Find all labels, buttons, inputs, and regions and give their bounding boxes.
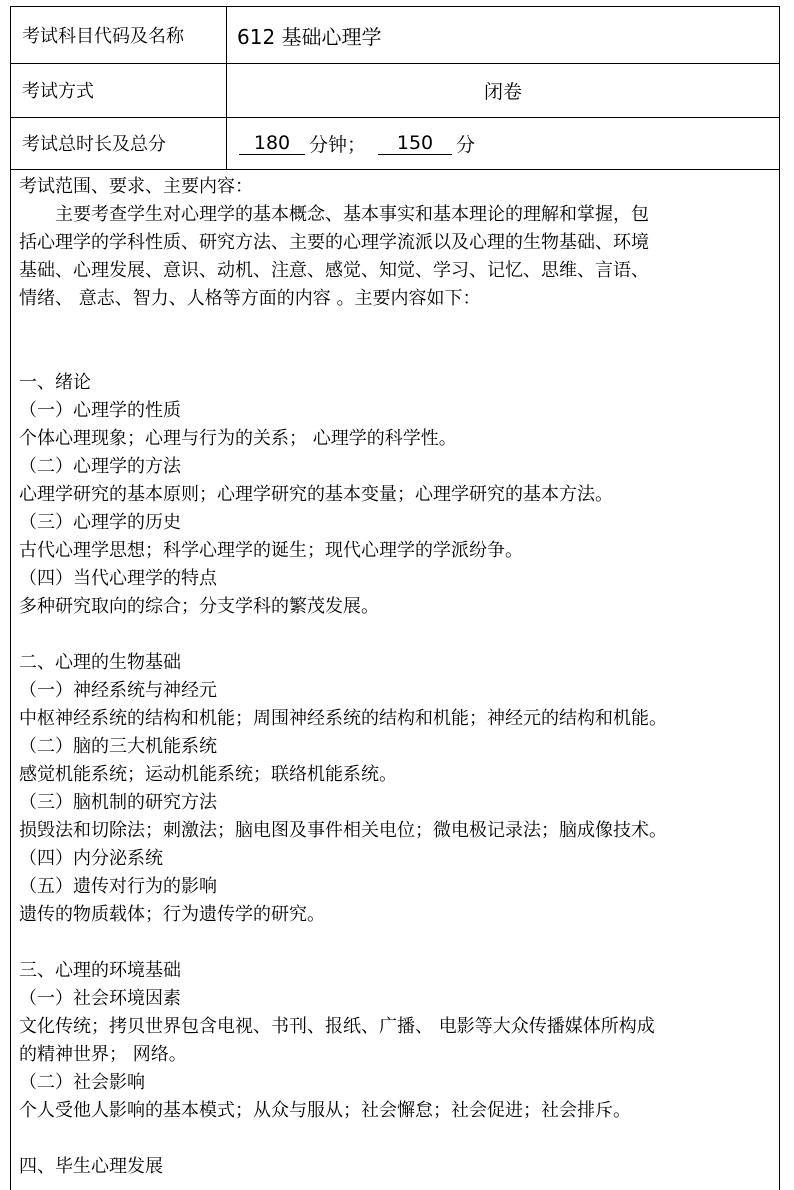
subsection-text: 个人受他人影响的基本模式；从众与服从；社会懈怠；社会促进；社会排斥。 xyxy=(19,1100,631,1121)
exam-info-table xyxy=(10,6,780,1190)
intro-line: 情绪、 意志、智力、人格等方面的内容 。主要内容如下： xyxy=(19,288,481,309)
section-title: 三、心理的环境基础 xyxy=(19,960,181,981)
score-unit: 分 xyxy=(456,133,476,156)
subsection-text: 中枢神经系统的结构和机能；周围神经系统的结构和机能；神经元的结构和机能。 xyxy=(19,708,667,729)
blank-line xyxy=(19,929,779,957)
subsection-text: 文化传统；拷贝世界包含电视、书刊、报纸、广播、 电影等大众传播媒体所构成 xyxy=(19,1016,655,1037)
intro-line: 基础、心理发展、意识、动机、注意、感觉、知觉、学习、记忆、思维、言语、 xyxy=(19,260,649,281)
blank-line xyxy=(19,1125,779,1153)
duration-value xyxy=(227,117,779,169)
subject-row xyxy=(11,7,779,64)
subsection-text: 心理学研究的基本原则；心理学研究的基本变量；心理学研究的基本方法。 xyxy=(19,484,613,505)
subsection-text: 的精神世界； 网络。 xyxy=(19,1044,187,1065)
blank-line xyxy=(19,621,779,649)
intro-line: 括心理学的学科性质、研究方法、主要的心理学流派以及心理的生物基础、环境 xyxy=(19,232,649,253)
subsection-title: （三）脑机制的研究方法 xyxy=(19,792,217,813)
method-label: 考试方式 xyxy=(11,63,227,117)
subsection-text: 遗传的物质载体；行为遗传学的研究。 xyxy=(19,904,325,925)
subject-label: 考试科目代码及名称 xyxy=(11,7,227,63)
subsection-title: （一）心理学的性质 xyxy=(19,400,181,421)
subsection-title: （四）内分泌系统 xyxy=(19,848,163,869)
subsection-text: 损毁法和切除法；刺激法；脑电图及事件相关电位；微电极记录法；脑成像技术。 xyxy=(19,820,667,841)
section-title: 四、毕生心理发展 xyxy=(19,1156,163,1177)
subsection-title: （一）社会环境因素 xyxy=(19,988,181,1009)
subsection-text: 古代心理学思想；科学心理学的诞生；现代心理学的学派纷争。 xyxy=(19,540,523,561)
subsection-text: 个体心理现象；心理与行为的关系； 心理学的科学性。 xyxy=(19,428,457,449)
blank-line xyxy=(19,341,779,369)
method-value: 闭卷 xyxy=(483,80,522,103)
exam-content xyxy=(11,169,779,1190)
subsection-title: （五）遗传对行为的影响 xyxy=(19,876,217,897)
subsection-title: （四）当代心理学的特点 xyxy=(19,568,217,589)
method-row xyxy=(11,63,779,118)
duration-unit: 分钟； xyxy=(309,133,367,156)
subject-value: 612 基础心理学 xyxy=(237,24,382,49)
duration-row xyxy=(11,117,779,170)
blank-line xyxy=(19,313,779,341)
scope-heading: 考试范围、要求、主要内容： xyxy=(19,176,253,197)
section-title: 一、绪论 xyxy=(19,372,91,393)
subsection-title: （二）社会影响 xyxy=(19,1072,145,1093)
subsection-title: （一）神经系统与神经元 xyxy=(19,680,217,701)
total-score: 150 xyxy=(378,132,452,155)
subsection-text: 多种研究取向的综合；分支学科的繁茂发展。 xyxy=(19,596,379,617)
subsection-text: 感觉机能系统；运动机能系统；联络机能系统。 xyxy=(19,764,397,785)
subsection-title: （三）心理学的历史 xyxy=(19,512,181,533)
duration-label: 考试总时长及总分 xyxy=(11,117,227,169)
duration-minutes: 180 xyxy=(239,132,305,155)
subsection-title: （二）心理学的方法 xyxy=(19,456,181,477)
subsection-title: （二）脑的三大机能系统 xyxy=(19,736,217,757)
intro-line: 主要考查学生对心理学的基本概念、基本事实和基本理论的理解和掌握，包 xyxy=(19,204,649,225)
section-title: 二、心理的生物基础 xyxy=(19,652,181,673)
